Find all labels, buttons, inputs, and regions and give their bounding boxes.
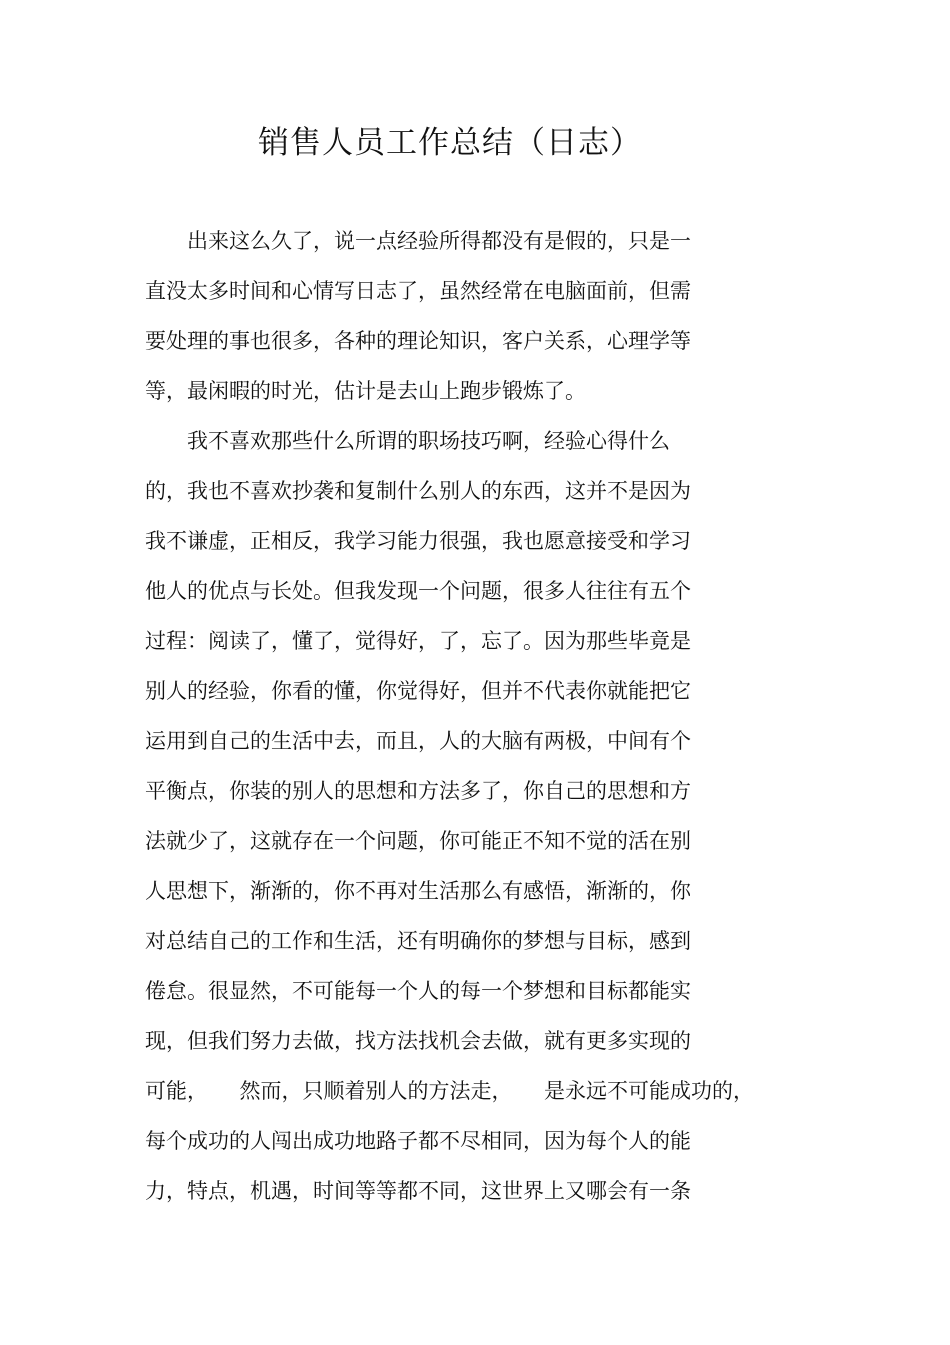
body-line-16: 倦怠。很显然，不可能每一个人的每一个梦想和目标都能实 <box>145 979 691 1003</box>
body-line-15: 对总结自己的工作和生活，还有明确你的梦想与目标，感到 <box>145 929 691 953</box>
body-line-7: 我不谦虚，正相反，我学习能力很强，我也愿意接受和学习 <box>145 529 691 553</box>
body-line-4: 等，最闲暇的时光，估计是去山上跑步锻炼了。 <box>145 379 586 403</box>
body-line-14: 人思想下，渐渐的，你不再对生活那么有感悟，渐渐的，你 <box>145 879 691 903</box>
document-title: 销售人员工作总结（日志） <box>258 125 642 161</box>
body-line-6: 的，我也不喜欢抄袭和复制什么别人的东西，这并不是因为 <box>145 479 691 503</box>
body-line-13: 法就少了，这就存在一个问题，你可能正不知不觉的活在别 <box>145 829 691 853</box>
body-line-18: 可能， 然而，只顺着别人的方法走， 是永远不可能成功的， <box>145 1079 754 1103</box>
body-line-3: 要处理的事也很多，各种的理论知识，客户关系，心理学等 <box>145 329 691 353</box>
body-line-5: 我不喜欢那些什么所谓的职场技巧啊，经验心得什么 <box>145 429 670 453</box>
body-line-11: 运用到自己的生活中去，而且，人的大脑有两极，中间有个 <box>145 729 691 753</box>
body-line-17: 现，但我们努力去做，找方法找机会去做，就有更多实现的 <box>145 1029 691 1053</box>
body-line-1: 出来这么久了，说一点经验所得都没有是假的，只是一 <box>145 229 691 253</box>
body-line-10: 别人的经验，你看的懂，你觉得好，但并不代表你就能把它 <box>145 679 691 703</box>
body-line-2: 直没太多时间和心情写日志了，虽然经常在电脑面前，但需 <box>145 279 691 303</box>
body-line-20: 力，特点，机遇，时间等等都不同，这世界上又哪会有一条 <box>145 1179 691 1203</box>
body-line-19: 每个成功的人闯出成功地路子都不尽相同，因为每个人的能 <box>145 1129 691 1153</box>
body-line-8: 他人的优点与长处。但我发现一个问题，很多人往往有五个 <box>145 579 691 603</box>
body-line-12: 平衡点，你装的别人的思想和方法多了，你自己的思想和方 <box>145 779 691 803</box>
body-line-9: 过程：阅读了，懂了，觉得好，了，忘了。因为那些毕竟是 <box>145 629 691 653</box>
